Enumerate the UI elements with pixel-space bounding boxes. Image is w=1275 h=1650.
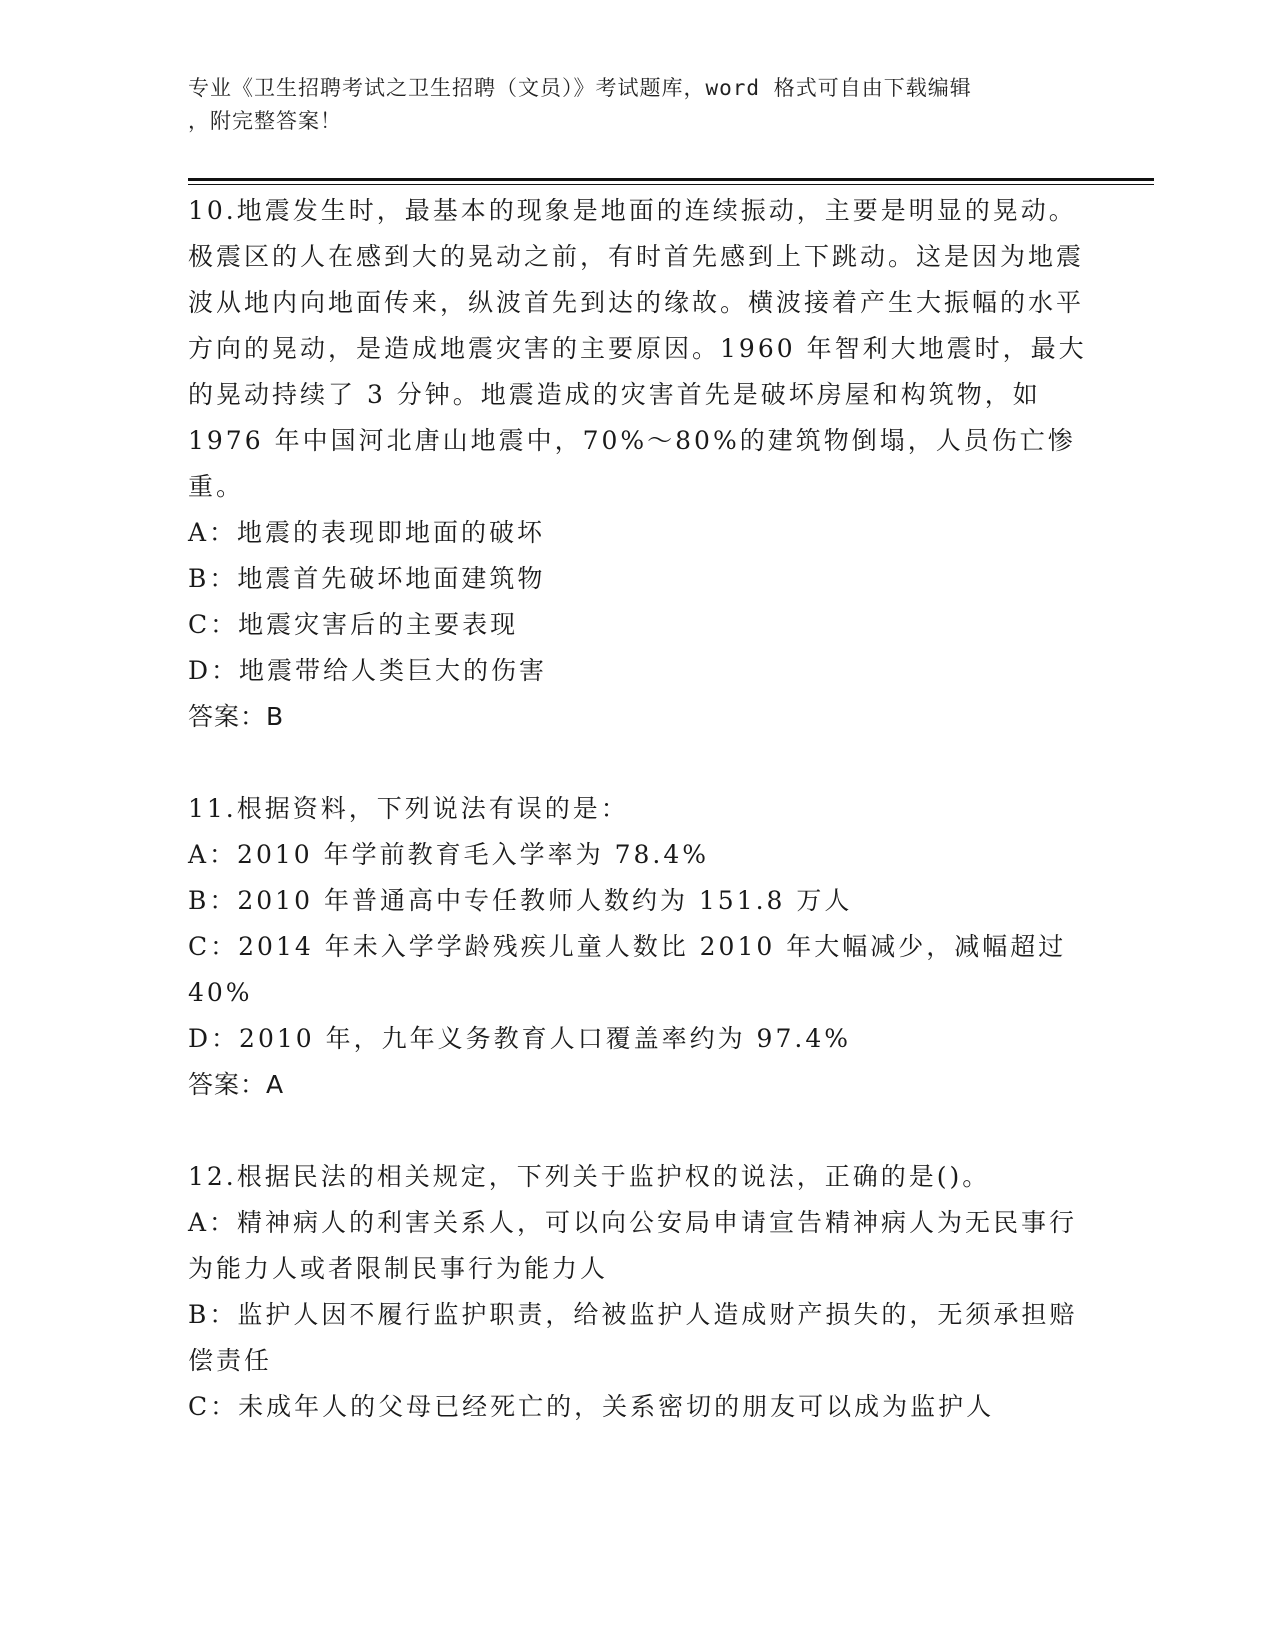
option-c: C：2014 年未入学学龄残疾儿童人数比 2010 年大幅减少，减幅超过40% <box>188 932 1067 1007</box>
option-a: A：精神病人的利害关系人，可以向公安局申请宣告精神病人为无民事行为能力人或者限制民事行为能力人 <box>188 1208 1078 1283</box>
question-list <box>188 188 1088 1430</box>
header-divider-thick <box>188 178 1154 181</box>
question-text: 12.根据民法的相关规定，下列关于监护权的说法，正确的是()。 <box>188 1162 991 1191</box>
question-text: 10.地震发生时，最基本的现象是地面的连续振动，主要是明显的晃动。极震区的人在感到大的晃动之前，有时首先感到上下跳动。这是因为地震波从地内向地面传来，纵波首先到达的缘故。横波接着产生大振幅的水平方向的晃动，是造成地震灾害的主要原因。1960 年智利大地震时，最大的晃动持续了 3 分钟。地震造成的灾害首先是破坏房屋和构筑物，如 1976 年中国河北唐山地震中，70%～80%的建筑物倒塌，人员伤亡惨重。 <box>188 196 1087 501</box>
answer-label: 答案：A <box>188 1070 285 1099</box>
document-header <box>188 72 1068 138</box>
header-divider-thin <box>188 184 1154 185</box>
header-title-line-1: 专业《卫生招聘考试之卫生招聘（文员）》考试题库，word 格式可自由下载编辑 <box>188 76 972 100</box>
option-b: B：2010 年普通高中专任教师人数约为 151.8 万人 <box>188 886 853 915</box>
question-12 <box>188 1154 1088 1430</box>
option-d: D：2010 年，九年义务教育人口覆盖率约为 97.4% <box>188 1024 851 1053</box>
option-b: B：地震首先破坏地面建筑物 <box>188 564 546 593</box>
option-c: C：地震灾害后的主要表现 <box>188 610 519 639</box>
option-d: D：地震带给人类巨大的伤害 <box>188 656 548 685</box>
question-10 <box>188 188 1088 740</box>
option-a: A：地震的表现即地面的破坏 <box>188 518 546 547</box>
option-a: A：2010 年学前教育毛入学率为 78.4% <box>188 840 709 869</box>
answer-label: 答案：B <box>188 702 285 731</box>
header-title-line-2: ，附完整答案！ <box>188 109 342 133</box>
question-spacer <box>188 1108 1088 1154</box>
question-text: 11.根据资料，下列说法有误的是： <box>188 794 629 823</box>
option-c: C：未成年人的父母已经死亡的，关系密切的朋友可以成为监护人 <box>188 1392 995 1421</box>
option-b: B：监护人因不履行监护职责，给被监护人造成财产损失的，无须承担赔偿责任 <box>188 1300 1078 1375</box>
question-11 <box>188 786 1088 1108</box>
question-spacer <box>188 740 1088 786</box>
